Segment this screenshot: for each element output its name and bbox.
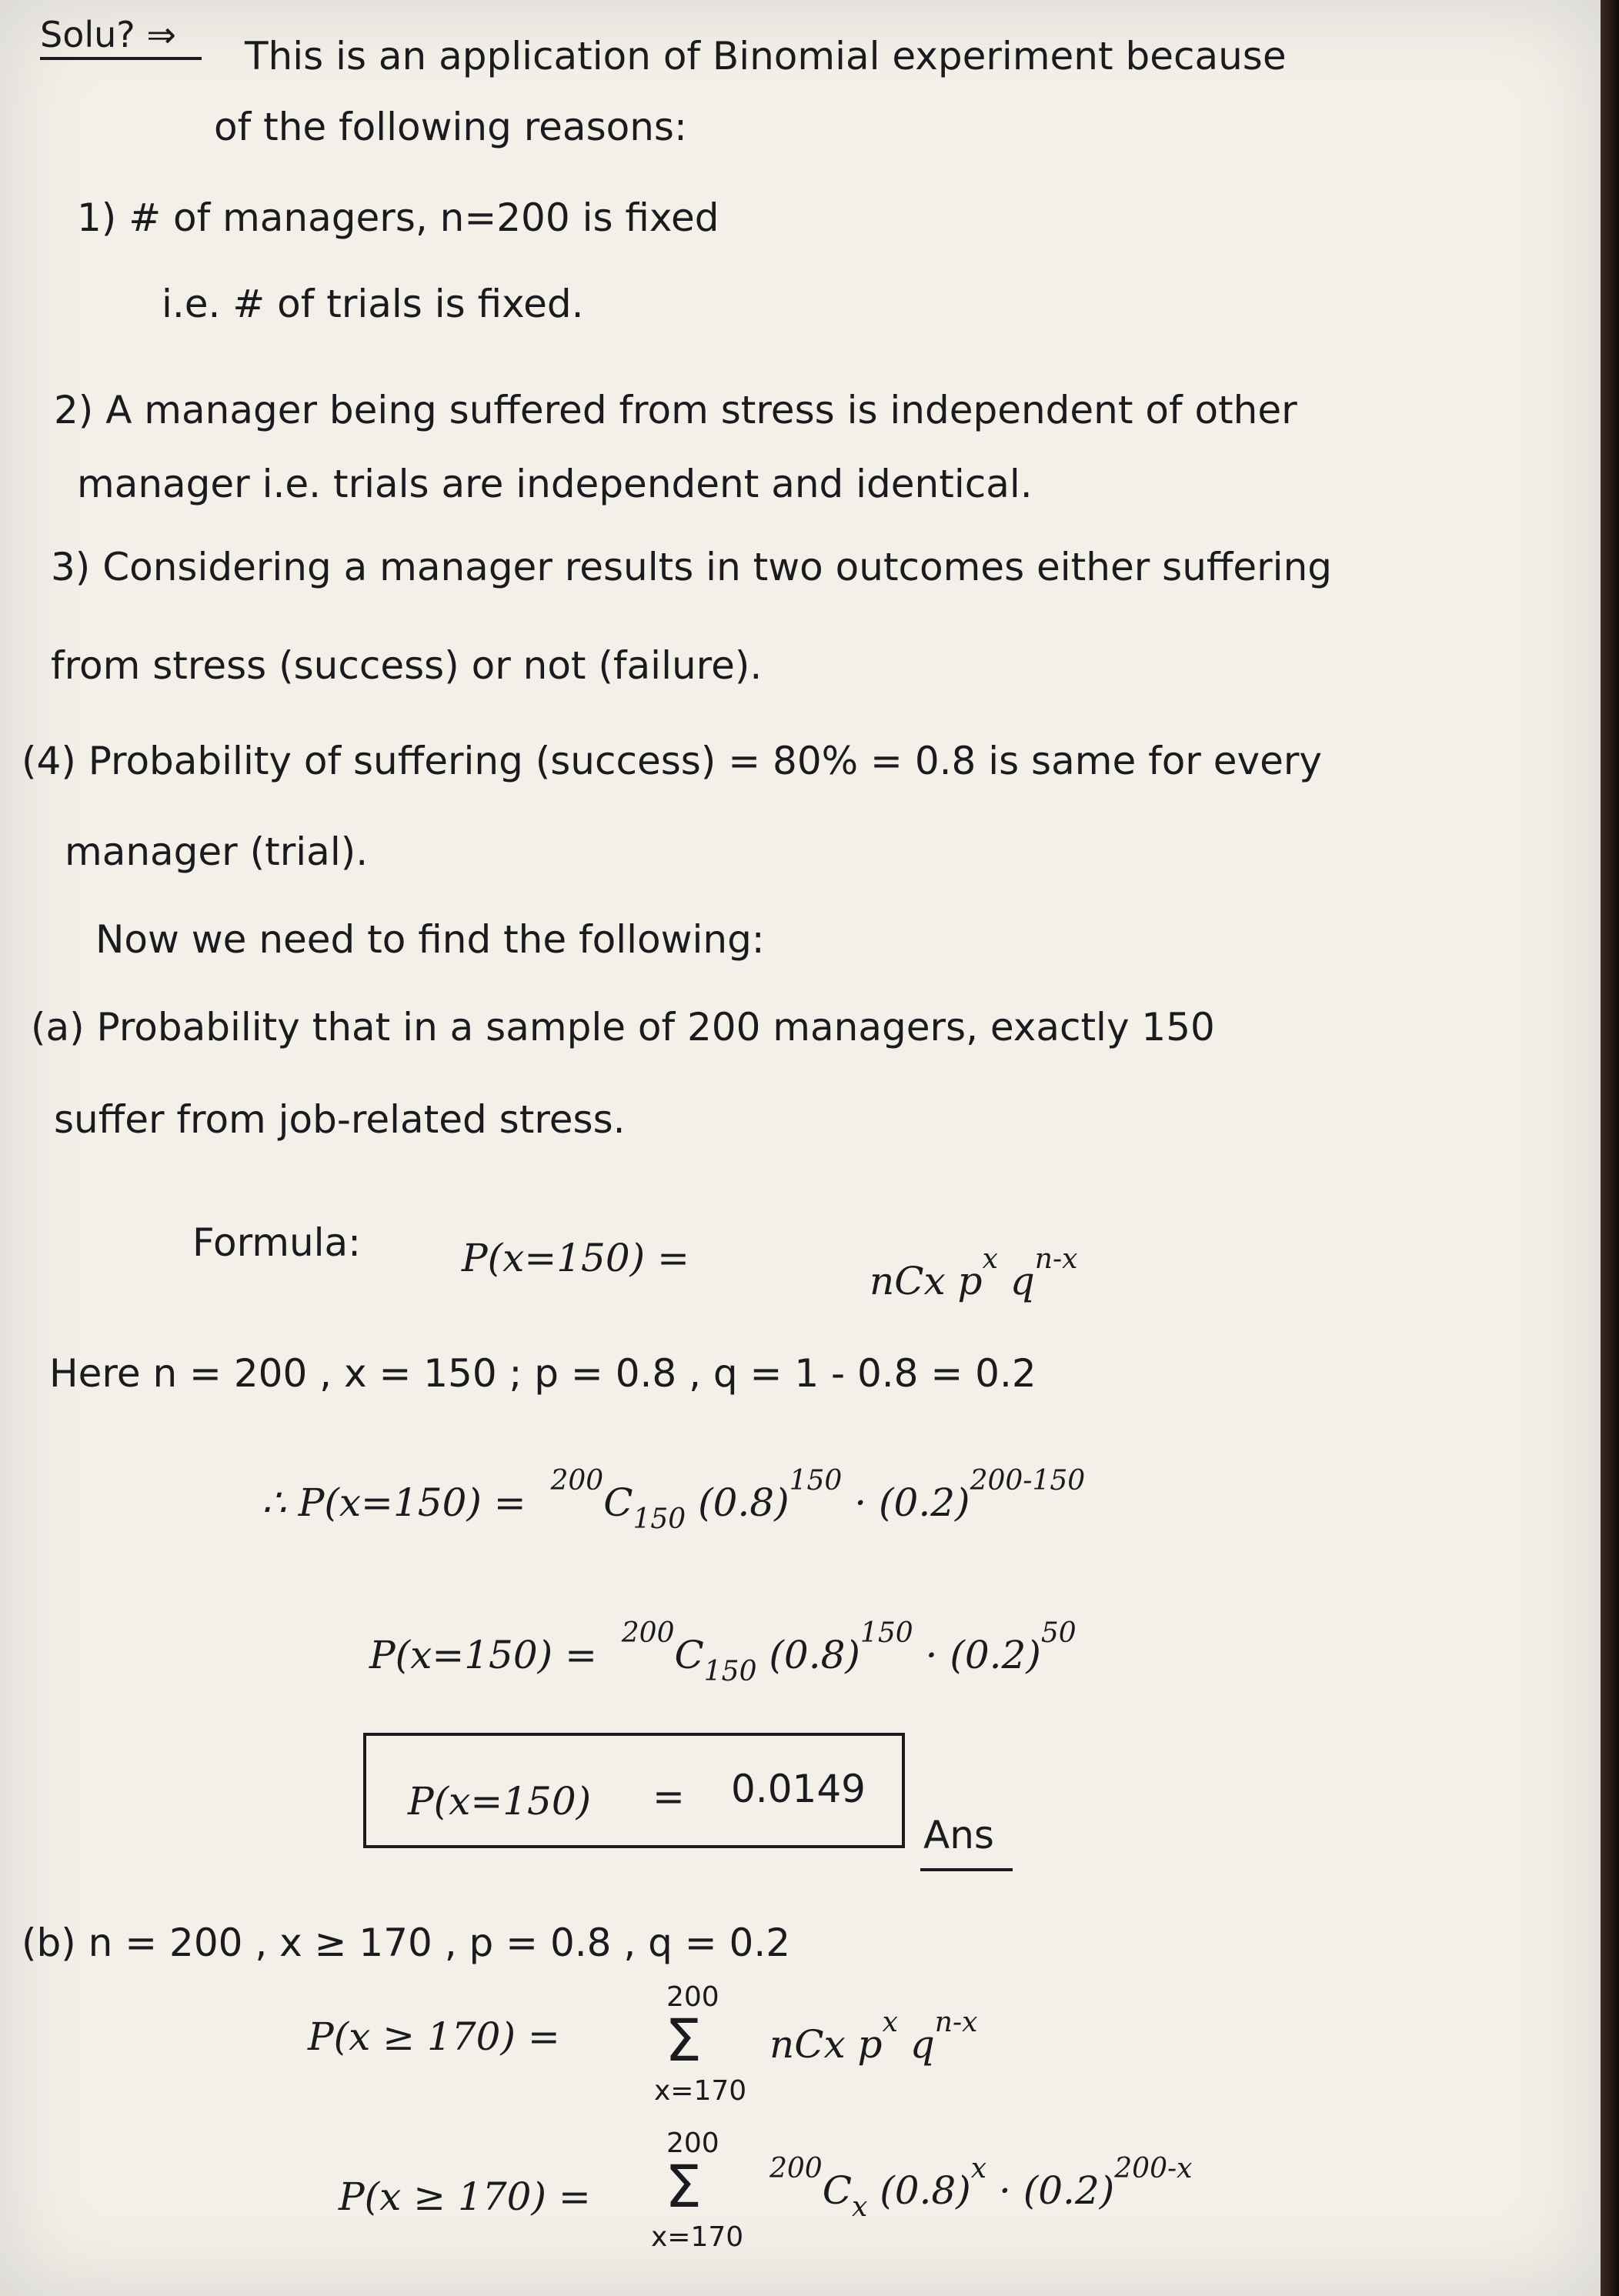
formula-label: Formula: [192,1220,362,1265]
reason-3-line-2: from stress (success) or not (failure). [51,643,763,688]
transition-text: Now we need to find the following: [95,917,765,962]
sum-2-upper: 200 [666,2127,719,2159]
formula-rhs: nCx $p^x$ $q^{n-x}$ [870,1243,1078,1303]
reason-4-line-2: manager (trial). [65,829,369,874]
reason-2-line-1: 2) A manager being suffered from stress is independent of other [54,388,1297,432]
intro-line-1: This is an application of Binomial experiment because [245,34,1287,78]
sigma-2: Σ [665,2152,703,2221]
solution-heading: Solu? ⇒ [40,14,176,55]
sum-1-lower: x=170 [654,2075,747,2107]
part-b-line-2-lhs: P(x ≥ 170) = [339,2174,591,2219]
step-1: ∴ $P(x=150) = ^{200}C_{150}$ $(0.8)^{150} \cdot (0.2)^{200-150}$ [262,1465,1086,1535]
result-equals: = [653,1774,685,1819]
reason-1-line-2: i.e. # of trials is fixed. [162,282,584,326]
reason-4-line-1: (4) Probability of suffering (success) = 80% = 0.8 is same for every [22,739,1323,783]
part-b-line-1-term: nCx $p^x$ $q^{n-x}$ [769,2007,978,2067]
part-a-line-2: suffer from job-related stress. [54,1097,626,1142]
answer-label: Ans [923,1813,994,1857]
reason-3-line-1: 3) Considering a manager results in two outcomes either suffering [51,545,1332,589]
sum-1-upper: 200 [666,1981,719,2013]
step-2: $P(x=150) = ^{200}C_{150}$ $(0.8)^{150} \cdot (0.2)^{50}$ [369,1617,1077,1687]
formula-lhs: P(x=150) = [462,1236,689,1280]
part-a-line-1: (a) Probability that in a sample of 200 managers, exactly 150 [31,1005,1215,1050]
result-lhs: P(x=150) [408,1779,592,1824]
sigma-1: Σ [665,2006,703,2074]
given-values: Here n = 200 , x = 150 ; p = 0.8 , q = 1 - 0.8 = 0.2 [49,1351,1036,1396]
intro-line-2: of the following reasons: [214,105,687,149]
part-b-line-2-term: $^{200}C_x$ $(0.8)^x \cdot (0.2)^{200-x}$ [769,2153,1193,2223]
reason-2-line-2: manager i.e. trials are independent and identical. [77,462,1033,506]
heading-underline [40,57,202,60]
sum-2-lower: x=170 [651,2221,744,2253]
part-b-line-1-lhs: P(x ≥ 170) = [308,2014,560,2059]
answer-underline [920,1868,1013,1871]
table-background [1601,0,1619,2296]
reason-1-line-1: 1) # of managers, n=200 is fixed [77,195,719,240]
result-value: 0.0149 [731,1767,866,1811]
part-b-given: (b) n = 200 , x ≥ 170 , p = 0.8 , q = 0.2 [22,1921,791,1965]
